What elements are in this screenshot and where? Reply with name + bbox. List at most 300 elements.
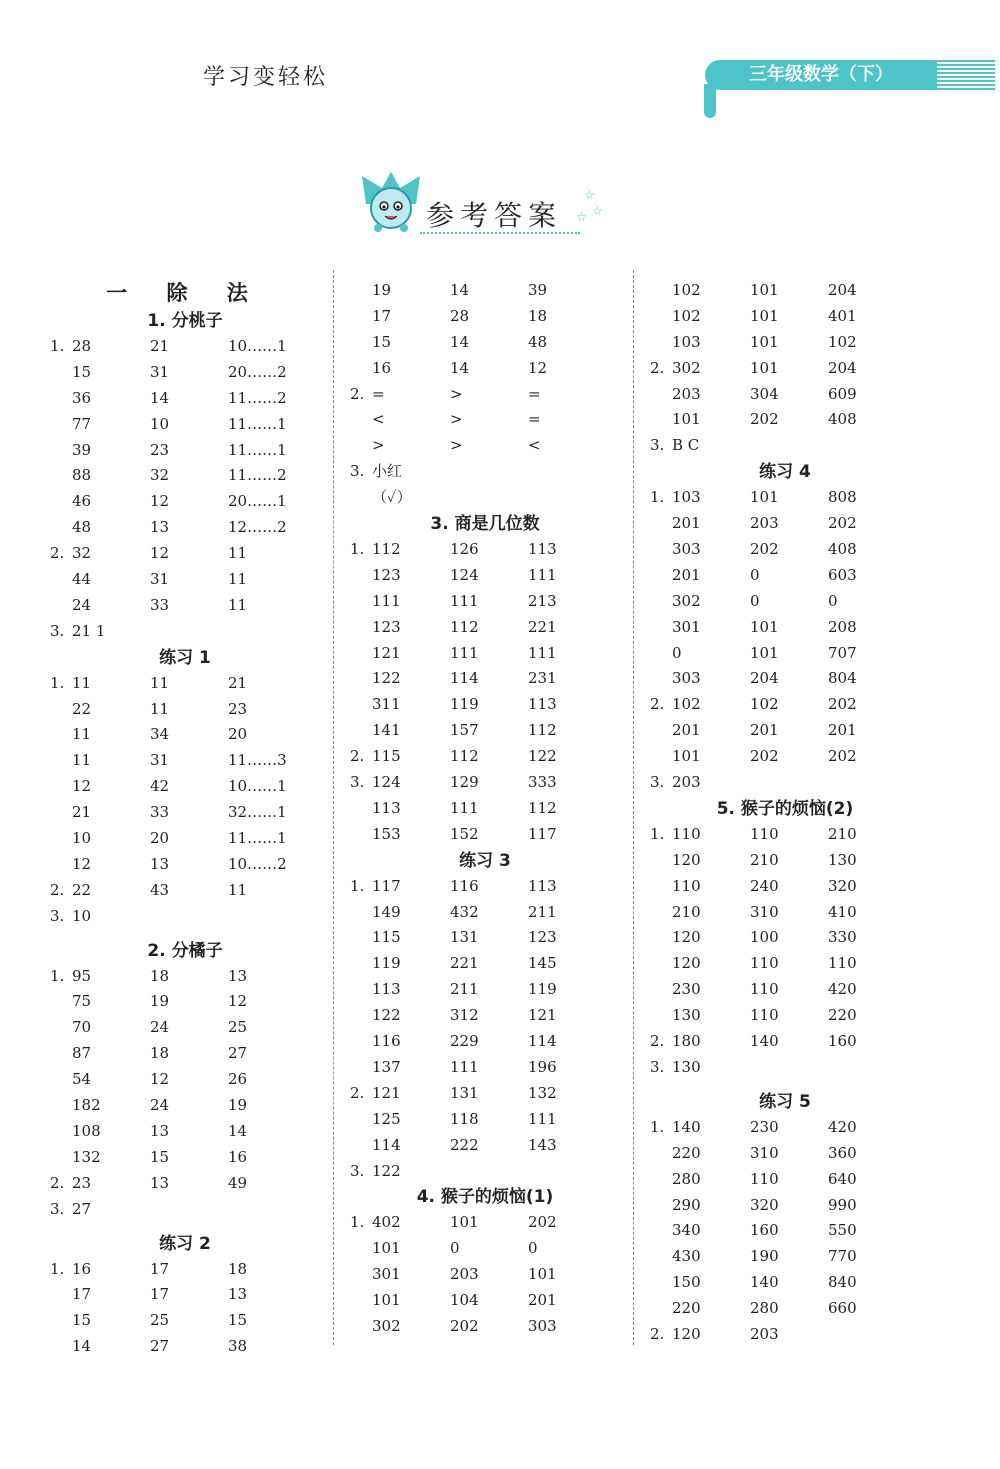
answer-value: 10 xyxy=(150,414,170,433)
answer-value: 119 xyxy=(450,695,479,714)
question-number xyxy=(650,589,672,615)
question-number xyxy=(650,304,672,330)
answer-value: 25 xyxy=(150,1311,170,1330)
answer-value: 12 xyxy=(528,358,548,377)
answer-value: 221 xyxy=(528,617,557,636)
answer-value: 87 xyxy=(72,1044,92,1063)
spacer xyxy=(50,1223,320,1231)
question-number xyxy=(650,925,672,951)
question-number xyxy=(650,1141,672,1167)
answer-value: 770 xyxy=(828,1247,857,1266)
answer-row xyxy=(650,278,920,304)
answer-value: 77 xyxy=(72,414,92,433)
answer-value xyxy=(828,1322,918,1348)
question-number xyxy=(350,1055,372,1081)
answer-row xyxy=(650,1322,920,1348)
answer-value: 11……1 xyxy=(228,829,287,848)
answer-row xyxy=(650,1167,920,1193)
answer-value: 36 xyxy=(72,388,92,407)
answer-row xyxy=(50,852,320,878)
question-number xyxy=(650,848,672,874)
answer-value: 119 xyxy=(528,980,557,999)
question-number xyxy=(350,1107,372,1133)
answer-value: 32……1 xyxy=(228,803,287,822)
answer-value: 28 xyxy=(450,306,470,325)
question-number xyxy=(350,951,372,977)
question-number: 1. xyxy=(350,540,365,559)
answer-row xyxy=(650,951,920,977)
answer-value: 34 xyxy=(150,725,170,744)
answer-value: 640 xyxy=(828,1169,857,1188)
answer-value: 101 xyxy=(672,747,701,766)
answer-row xyxy=(650,874,920,900)
answer-value: 123 xyxy=(372,617,401,636)
answer-value: 0 xyxy=(750,565,760,584)
question-number xyxy=(650,278,672,304)
answer-value: 103 xyxy=(672,488,701,507)
answer-value: 49 xyxy=(228,1173,248,1192)
question-number xyxy=(350,1029,372,1055)
answer-value: 160 xyxy=(750,1221,779,1240)
answer-value: 101 xyxy=(750,643,779,662)
answer-row xyxy=(650,925,920,951)
answer-value: 13 xyxy=(228,966,248,985)
answer-row xyxy=(350,485,620,511)
answer-value: 202 xyxy=(828,514,857,533)
answer-value: 115 xyxy=(372,928,401,947)
answer-value: 432 xyxy=(450,902,479,921)
question-number xyxy=(50,1282,72,1308)
answer-value: 157 xyxy=(450,721,479,740)
answer-value: （✓） xyxy=(372,488,412,507)
answer-value: 27 xyxy=(150,1337,170,1356)
answer-value: 707 xyxy=(828,643,857,662)
answer-value: 302 xyxy=(672,591,701,610)
question-number xyxy=(650,900,672,926)
answer-value: 202 xyxy=(750,747,779,766)
question-number: 1. xyxy=(650,488,665,507)
answer-row xyxy=(50,964,320,990)
answer-value: 16 xyxy=(228,1147,248,1166)
answer-value: 16 xyxy=(72,1259,92,1278)
answer-value: 280 xyxy=(750,1299,779,1318)
answer-row xyxy=(50,438,320,464)
question-number xyxy=(650,1167,672,1193)
section-heading: 练习 3 xyxy=(459,850,511,871)
answer-value: 220 xyxy=(672,1299,701,1318)
answer-row xyxy=(350,433,620,459)
question-number xyxy=(350,563,372,589)
answer-value: 340 xyxy=(672,1221,701,1240)
answer-row xyxy=(350,925,620,951)
answer-value: 312 xyxy=(450,1006,479,1025)
answer-value: 320 xyxy=(828,876,857,895)
answer-value: 48 xyxy=(528,332,548,351)
answer-value: 0 xyxy=(528,1239,538,1258)
answer-value: 132 xyxy=(72,1147,101,1166)
answer-row xyxy=(50,1197,320,1223)
answer-value: 117 xyxy=(528,824,557,843)
answer-value: 12 xyxy=(228,992,248,1011)
answer-value: 46 xyxy=(72,492,92,511)
answer-value: 143 xyxy=(528,1135,557,1154)
answer-row xyxy=(50,1119,320,1145)
answer-row xyxy=(50,1145,320,1171)
answer-row xyxy=(650,666,920,692)
question-number xyxy=(50,567,72,593)
answer-value: 202 xyxy=(828,747,857,766)
question-number xyxy=(350,977,372,1003)
answer-value: 14 xyxy=(450,281,470,299)
answer-row xyxy=(350,356,620,382)
answer-row xyxy=(350,330,620,356)
answer-row xyxy=(50,515,320,541)
answer-value: 111 xyxy=(450,591,479,610)
answer-value: 101 xyxy=(672,410,701,429)
answer-value: 115 xyxy=(372,747,401,766)
answer-value: 240 xyxy=(750,876,779,895)
answer-value: 101 xyxy=(750,332,779,351)
question-number xyxy=(50,1041,72,1067)
question-number xyxy=(350,900,372,926)
question-number xyxy=(50,489,72,515)
answer-row xyxy=(350,1029,620,1055)
answer-value: 11 xyxy=(150,673,170,692)
answer-value: 990 xyxy=(828,1195,857,1214)
question-number xyxy=(350,356,372,382)
answer-value: 24 xyxy=(150,1096,170,1115)
answer-row xyxy=(650,848,920,874)
answer-value: 280 xyxy=(672,1169,701,1188)
answer-value: 31 xyxy=(150,362,170,381)
question-number: 1. xyxy=(50,673,65,692)
question-number xyxy=(350,304,372,330)
answer-value: 20……1 xyxy=(228,492,287,511)
question-number: 3. xyxy=(50,1199,65,1218)
answer-value: 230 xyxy=(672,980,701,999)
answer-value: 19 xyxy=(150,992,170,1011)
answer-row xyxy=(350,1159,620,1185)
page-title: 参考答案 xyxy=(426,199,563,232)
answer-value: 213 xyxy=(528,591,557,610)
answer-value: 220 xyxy=(672,1143,701,1162)
answer-value: 33 xyxy=(150,803,170,822)
answer-value: 27 xyxy=(72,1199,92,1218)
answer-row xyxy=(50,722,320,748)
answer-row xyxy=(350,770,620,796)
answer-value: 123 xyxy=(528,928,557,947)
question-number xyxy=(650,563,672,589)
answer-value: 110 xyxy=(750,1006,779,1025)
answer-value: 121 xyxy=(372,643,401,662)
answer-row xyxy=(650,1193,920,1219)
answer-value: 11 xyxy=(72,751,92,770)
question-number: 3. xyxy=(650,436,665,455)
question-number: 1. xyxy=(50,966,65,985)
answer-value: 12……2 xyxy=(228,518,287,537)
answer-value: 39 xyxy=(72,440,92,459)
answer-value: 11 xyxy=(72,673,92,692)
answer-row xyxy=(50,671,320,697)
question-number xyxy=(50,697,72,723)
question-number xyxy=(650,511,672,537)
question-number xyxy=(650,744,672,770)
answer-row xyxy=(50,334,320,360)
answer-value: 430 xyxy=(672,1247,701,1266)
answer-row xyxy=(350,1236,620,1262)
question-number: 1. xyxy=(50,337,65,355)
header-stripes xyxy=(937,60,995,90)
answer-row xyxy=(50,619,320,645)
answer-value xyxy=(528,1159,618,1185)
answer-value: 11……1 xyxy=(228,414,287,433)
question-number xyxy=(650,718,672,744)
answer-value: 211 xyxy=(528,902,557,921)
answer-value: 104 xyxy=(450,1291,479,1310)
answer-value: 330 xyxy=(828,928,857,947)
question-number xyxy=(50,800,72,826)
answer-value: 54 xyxy=(72,1070,92,1089)
answer-value: 21 xyxy=(228,673,248,692)
answer-row xyxy=(50,1308,320,1334)
answer-row xyxy=(50,1171,320,1197)
answer-row xyxy=(50,386,320,412)
answer-row xyxy=(50,1257,320,1283)
answer-value: 120 xyxy=(672,1324,701,1343)
question-number xyxy=(350,1133,372,1159)
answer-value: 303 xyxy=(672,669,701,688)
answer-value: 102 xyxy=(672,281,701,299)
answer-value: 23 xyxy=(228,699,248,718)
question-number xyxy=(650,977,672,1003)
answer-value: 14 xyxy=(72,1337,92,1356)
answer-value: 112 xyxy=(372,540,401,559)
answer-value: 220 xyxy=(828,1006,857,1025)
answer-value: 121 xyxy=(528,1006,557,1025)
answer-row xyxy=(650,900,920,926)
answer-value: 10……1 xyxy=(228,777,287,796)
question-number xyxy=(50,748,72,774)
answer-value: 221 xyxy=(450,954,479,973)
section-heading: 3. 商是几位数 xyxy=(430,514,540,535)
answer-value: 131 xyxy=(450,1083,479,1102)
question-number xyxy=(650,615,672,641)
answer-value xyxy=(828,433,918,459)
answer-value: 130 xyxy=(828,850,857,869)
question-number xyxy=(50,1334,72,1360)
answer-value: 70 xyxy=(72,1018,92,1037)
answer-value: 13 xyxy=(228,1285,248,1304)
answer-value: 111 xyxy=(528,643,557,662)
answer-row xyxy=(350,718,620,744)
header-left-text: 学习变轻松 xyxy=(203,65,329,90)
question-number xyxy=(50,1119,72,1145)
answer-row xyxy=(350,874,620,900)
answer-row xyxy=(50,360,320,386)
answer-value: 210 xyxy=(828,824,857,843)
question-number xyxy=(350,1288,372,1314)
answer-value: 230 xyxy=(750,1117,779,1136)
answer-row xyxy=(350,666,620,692)
question-number xyxy=(650,382,672,408)
answer-value: 111 xyxy=(528,1109,557,1128)
question-number xyxy=(350,796,372,822)
question-number: 3. xyxy=(650,773,665,792)
answer-value: 101 xyxy=(372,1239,401,1258)
section-heading: 2. 分橘子 xyxy=(147,940,223,961)
answer-value: 118 xyxy=(450,1109,479,1128)
answer-value: 420 xyxy=(828,1117,857,1136)
answer-value: 10……2 xyxy=(228,854,287,873)
answer-value: 190 xyxy=(750,1247,779,1266)
answer-value: 31 xyxy=(150,570,170,589)
question-number xyxy=(50,989,72,1015)
answer-value: 110 xyxy=(750,1169,779,1188)
answer-value: 408 xyxy=(828,540,857,559)
answer-value: 13 xyxy=(150,854,170,873)
answer-value: 229 xyxy=(450,1032,479,1051)
answer-row xyxy=(350,1003,620,1029)
question-number xyxy=(350,718,372,744)
answer-value: 15 xyxy=(150,1147,170,1166)
answer-value: 114 xyxy=(528,1032,557,1051)
answer-value: 150 xyxy=(672,1273,701,1292)
answer-row xyxy=(650,1029,920,1055)
section-heading: 练习 1 xyxy=(159,647,211,668)
answer-row xyxy=(650,1115,920,1141)
answer-value: 140 xyxy=(750,1032,779,1051)
answer-value: 840 xyxy=(828,1273,857,1292)
answer-value: 111 xyxy=(450,643,479,662)
answer-value: 21 xyxy=(72,803,92,822)
answer-row xyxy=(50,878,320,904)
answer-value: 31 xyxy=(150,751,170,770)
question-number xyxy=(650,1296,672,1322)
question-number xyxy=(50,1015,72,1041)
answer-value: 13 xyxy=(150,1121,170,1140)
answer-row xyxy=(650,1141,920,1167)
answer-value: 11 xyxy=(228,880,248,899)
spacer xyxy=(650,1081,920,1089)
answer-value: 402 xyxy=(372,1213,401,1232)
answer-value: 12 xyxy=(150,1070,170,1089)
question-number xyxy=(50,826,72,852)
answer-row xyxy=(650,1296,920,1322)
question-number xyxy=(350,330,372,356)
answer-row xyxy=(350,537,620,563)
answer-value: 130 xyxy=(672,1057,701,1076)
answer-value: 125 xyxy=(372,1109,401,1128)
question-number xyxy=(650,537,672,563)
question-number xyxy=(50,852,72,878)
answer-row xyxy=(650,718,920,744)
answer-value: 42 xyxy=(150,777,170,796)
answer-row xyxy=(650,407,920,433)
answer-value: 114 xyxy=(450,669,479,688)
answer-value: 408 xyxy=(828,410,857,429)
answer-value xyxy=(528,459,618,485)
answer-row xyxy=(650,1055,920,1081)
answer-value: 420 xyxy=(828,980,857,999)
question-number: 2. xyxy=(650,1032,665,1051)
question-number xyxy=(650,1270,672,1296)
answer-value: 114 xyxy=(372,1135,401,1154)
answer-value: 126 xyxy=(450,540,479,559)
answer-row xyxy=(650,537,920,563)
question-number xyxy=(350,407,372,433)
answer-value: 110 xyxy=(750,824,779,843)
answer-value: 102 xyxy=(750,695,779,714)
question-number xyxy=(350,615,372,641)
question-number xyxy=(650,951,672,977)
answer-row xyxy=(350,744,620,770)
answer-value: 410 xyxy=(828,902,857,921)
answer-value: 208 xyxy=(828,617,857,636)
answer-value: 116 xyxy=(372,1032,401,1051)
answer-value: 110 xyxy=(672,876,701,895)
question-number xyxy=(350,925,372,951)
answer-value xyxy=(150,619,228,645)
answer-value: 302 xyxy=(672,358,701,377)
question-number xyxy=(50,1093,72,1119)
answer-row xyxy=(50,774,320,800)
answer-row xyxy=(350,641,620,667)
question-number: 1. xyxy=(350,1213,365,1232)
question-number xyxy=(50,593,72,619)
answer-value: 202 xyxy=(450,1316,479,1335)
answer-value: 111 xyxy=(528,565,557,584)
answer-value: 203 xyxy=(672,773,701,792)
question-number xyxy=(50,463,72,489)
answer-value: 122 xyxy=(528,747,557,766)
question-number: 1. xyxy=(350,876,365,895)
question-number xyxy=(350,485,372,511)
answer-value: 0 xyxy=(672,643,682,662)
answer-row xyxy=(50,697,320,723)
answer-value: 11 xyxy=(150,699,170,718)
answer-value: 119 xyxy=(372,954,401,973)
answer-value: > xyxy=(372,436,385,455)
answer-value: 180 xyxy=(672,1032,701,1051)
answer-value: 33 xyxy=(150,595,170,614)
answer-value: 17 xyxy=(372,306,392,325)
answer-row xyxy=(350,304,620,330)
answer-row xyxy=(350,1262,620,1288)
answer-value: 17 xyxy=(150,1285,170,1304)
question-number xyxy=(50,515,72,541)
answer-value: 12 xyxy=(150,492,170,511)
answer-row xyxy=(50,412,320,438)
answer-row xyxy=(350,1314,620,1340)
answer-value: 201 xyxy=(528,1291,557,1310)
answer-value: 14 xyxy=(150,388,170,407)
question-number: 2. xyxy=(650,1324,665,1343)
answer-value: 11……1 xyxy=(228,440,287,459)
answer-value: 101 xyxy=(750,306,779,325)
section-heading: 练习 4 xyxy=(759,462,811,483)
question-number xyxy=(50,722,72,748)
answer-value: 22 xyxy=(72,699,92,718)
question-number xyxy=(50,774,72,800)
question-number: 3. xyxy=(350,1161,365,1180)
answer-value: 112 xyxy=(450,747,479,766)
answer-value: 201 xyxy=(672,514,701,533)
question-number xyxy=(50,412,72,438)
question-number: 2. xyxy=(650,695,665,714)
question-number xyxy=(350,278,372,304)
section-heading: 1. 分桃子 xyxy=(147,311,223,331)
answer-row xyxy=(650,770,920,796)
